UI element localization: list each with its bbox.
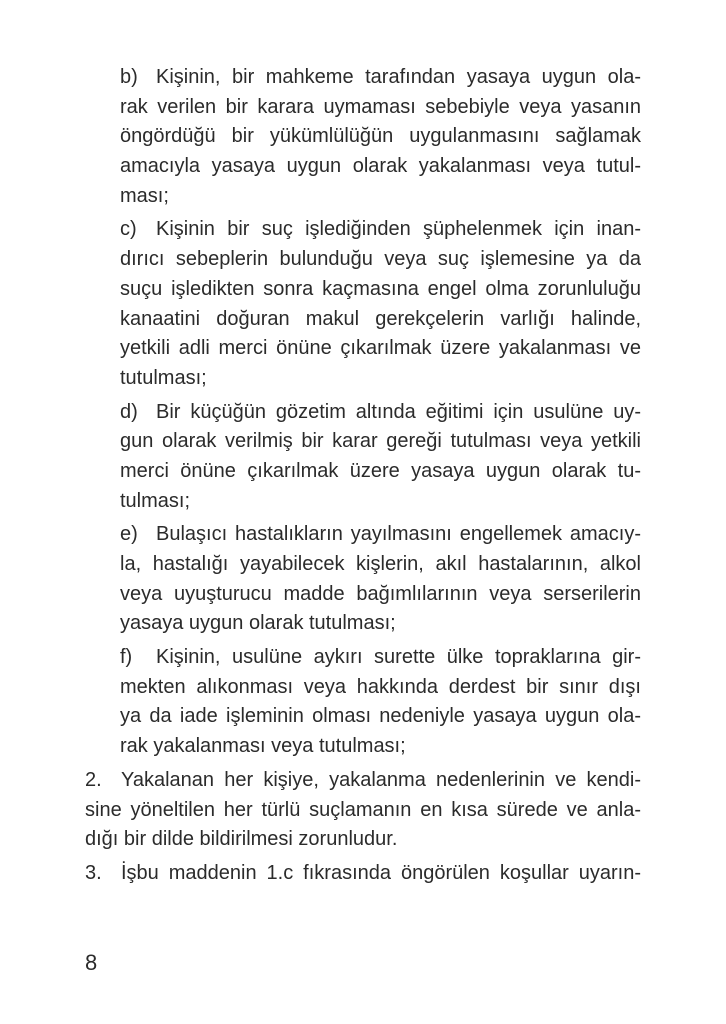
text-line [120, 182, 641, 212]
text-line [120, 580, 641, 610]
paragraph-label: 2. [85, 768, 102, 791]
paragraph-label: b) [120, 66, 138, 88]
document-body [85, 63, 641, 893]
text-line [85, 796, 641, 826]
text-line [120, 487, 641, 517]
line-text: Yakalanan her kişiye, yakalanma nedenlerinin ve kendi- [121, 768, 641, 791]
line-text: veya uyuşturucu madde bağımlılarının veya serserilerin [120, 582, 641, 605]
text-line [85, 766, 641, 796]
line-text: dırıcı sebeplerin bulunduğu veya suç işlemesine ya da [120, 248, 641, 271]
line-text: İşbu maddenin 1.c fıkrasında öngörülen koşullar uyarın- [121, 861, 641, 884]
text-line [120, 702, 641, 732]
line-text: yetkili adli merci önüne çıkarılmak üzere yakalanması ve [120, 337, 641, 360]
text-line [120, 457, 641, 487]
text-line [120, 152, 641, 182]
line-text: Bir küçüğün gözetim altında eğitimi için usulüne uy- [156, 400, 641, 423]
line-text: dığı bir dilde bildirilmesi zorunludur. [85, 828, 398, 851]
line-text: gun olarak verilmiş bir karar gereği tutulması veya yetkili [120, 430, 641, 453]
line-text: Kişinin, bir mahkeme tarafından yasaya uygun ola- [156, 66, 641, 88]
line-text: tulması; [120, 489, 191, 512]
line-text: sine yöneltilen her türlü suçlamanın en kısa sürede ve anla- [85, 798, 641, 821]
paragraph-label: c) [120, 218, 137, 241]
paragraph-label: d) [120, 400, 138, 423]
line-text: tutulması; [120, 366, 207, 389]
text-line [120, 732, 641, 762]
text-line [120, 93, 641, 123]
sub-clause-paragraph [120, 643, 641, 762]
line-text: la, hastalığı yayabilecek kişlerin, akıl hastalarının, alkol [120, 553, 641, 575]
text-line [120, 334, 641, 364]
line-text: yasaya uygun olarak tutulması; [120, 612, 396, 635]
line-text: ması; [120, 184, 169, 207]
line-text: kanaatini doğuran makul gerekçelerin varlığı halinde, [120, 307, 641, 330]
text-line [120, 520, 641, 550]
text-line [120, 305, 641, 335]
text-line [85, 825, 641, 855]
paragraph-label: 3. [85, 861, 102, 884]
text-line [120, 673, 641, 703]
text-line [120, 364, 641, 394]
text-line [120, 63, 641, 93]
sub-clause-paragraph [120, 215, 641, 393]
sub-clause-paragraph [120, 63, 641, 211]
text-line [120, 275, 641, 305]
text-line [120, 245, 641, 275]
text-line [120, 643, 641, 673]
line-text: amacıyla yasaya uygun olarak yakalanması veya tutul- [120, 155, 641, 178]
line-text: ya da iade işleminin olması nedeniyle yasaya uygun ola- [120, 705, 641, 728]
line-text: Kişinin, usulüne aykırı surette ülke topraklarına gir- [156, 646, 641, 669]
line-text: suçu işledikten sonra kaçmasına engel olma zorunluluğu [120, 277, 641, 300]
line-text: merci önüne çıkarılmak üzere yasaya uygun olarak tu- [120, 459, 641, 482]
line-text: Bulaşıcı hastalıkların yayılmasını engellemek amacıy- [156, 523, 641, 546]
sub-clause-paragraph [120, 520, 641, 639]
text-line [120, 398, 641, 428]
line-text: rak yakalanması veya tutulması; [120, 735, 406, 758]
text-line [120, 609, 641, 639]
line-text: rak verilen bir karara uymaması sebebiyle veya yasanın [120, 95, 641, 118]
page-number: 8 [85, 950, 98, 975]
sub-clause-paragraph [120, 398, 641, 517]
text-line [120, 122, 641, 152]
text-line [120, 550, 641, 580]
line-text: öngördüğü bir yükümlülüğün uygulanmasını sağlamak [120, 125, 641, 148]
line-text: Kişinin bir suç işlediğinden şüphelenmek için inan- [156, 218, 641, 241]
text-line [120, 427, 641, 457]
numbered-paragraph [85, 766, 641, 855]
text-line [120, 215, 641, 245]
line-text: mekten alıkonması veya hakkında derdest bir sınır dışı [120, 675, 641, 698]
paragraph-label: f) [120, 646, 133, 669]
text-line [85, 859, 641, 889]
numbered-paragraph [85, 859, 641, 889]
paragraph-label: e) [120, 523, 138, 546]
